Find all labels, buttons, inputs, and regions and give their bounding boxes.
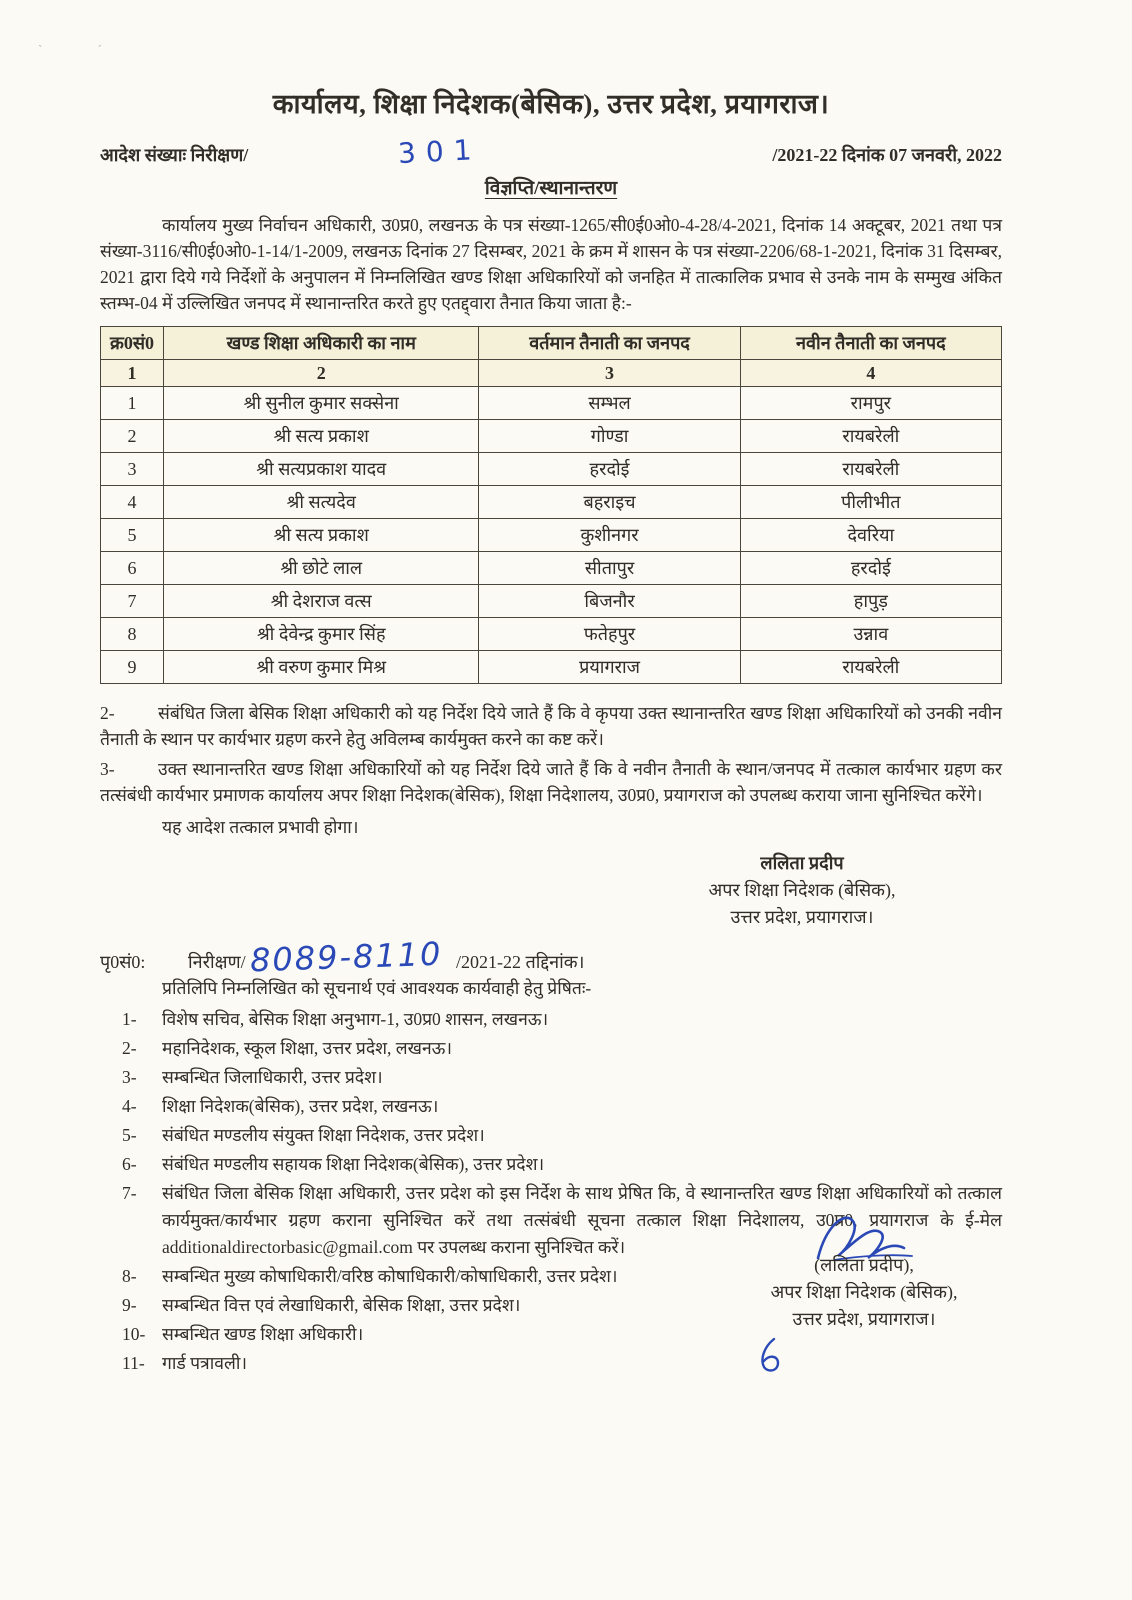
- cell-current-district: सीतापुर: [479, 552, 740, 585]
- cc-item-number: 6-: [122, 1154, 137, 1174]
- body-paragraph-2: [100, 700, 1002, 752]
- cc-item: [100, 1006, 1002, 1033]
- body-paragraph-1: कार्यालय मुख्य निर्वाचन अधिकारी, उ0प्र0, लखनऊ के पत्र संख्या-1265/सी0ई0ओ0-4-28/4-2021, दिनांक 14 अक्टूबर, 2021 तथा पत्र संख्या-3116/सी0ई0ओ0-1-14/1-2009, लखनऊ दिनांक 27 दिसम्बर, 2021 के क्रम में शासन के पत्र संख्या-2206/68-1-2021, दिनांक 31 दिसम्बर, 2021 द्वारा दिये गये निर्देशों के अनुपालन में निम्नलिखित खण्ड शिक्षा अधिकारियों को जनहित में तात्कालिक प्रभाव से उनके नाम के सम्मुख अंकित स्तम्भ-04 में उल्लिखित जनपद में स्थानान्तरित करते हुए एतद्द्वारा तैनात किया जाता है:-: [100, 215, 1002, 313]
- table-header-current-district: वर्तमान तैनाती का जनपद: [479, 327, 740, 360]
- signatory-location: उत्तर प्रदेश, प्रयागराज।: [792, 1309, 936, 1329]
- cell-serial: 7: [101, 585, 164, 618]
- cell-serial: 9: [101, 651, 164, 684]
- table-row: [101, 486, 1002, 519]
- signature-block-1: [662, 850, 942, 931]
- body-paragraph-3: [100, 756, 1002, 808]
- order-number-line: [100, 132, 1002, 171]
- column-number: 4: [740, 360, 1001, 387]
- endorsement-sublabel: निरीक्षण/: [188, 952, 246, 972]
- cc-item: [100, 1151, 1002, 1178]
- order-number-label: आदेश संख्याः निरीक्षण/: [100, 145, 249, 165]
- endorsement-suffix: /2021-22 तद्दिनांक।: [456, 952, 585, 972]
- handwritten-flourish-mark: [754, 1335, 788, 1375]
- cell-serial: 4: [101, 486, 164, 519]
- cell-current-district: प्रयागराज: [479, 651, 740, 684]
- signatory-designation: अपर शिक्षा निदेशक (बेसिक),: [770, 1282, 958, 1302]
- table-row: [101, 519, 1002, 552]
- cell-new-district: रायबरेली: [740, 420, 1001, 453]
- cc-item-number: 4-: [122, 1096, 137, 1116]
- cc-item: [100, 1093, 1002, 1120]
- cell-new-district: पीलीभीत: [740, 486, 1001, 519]
- cc-item-number: 7-: [122, 1183, 137, 1203]
- closing-line: यह आदेश तत्काल प्रभावी होगा।: [162, 817, 359, 837]
- cell-new-district: रामपुर: [740, 387, 1001, 420]
- cc-item-text: सम्बन्धित वित्त एवं लेखाधिकारी, बेसिक शिक्षा, उत्तर प्रदेश।: [162, 1295, 521, 1315]
- cc-item-number: 2-: [122, 1038, 137, 1058]
- cc-item-text: विशेष सचिव, बेसिक शिक्षा अनुभाग-1, उ0प्र0 शासन, लखनऊ।: [162, 1009, 549, 1029]
- cc-item-number: 9-: [122, 1295, 137, 1315]
- paragraph-number: 2-: [100, 703, 115, 723]
- cell-serial: 8: [101, 618, 164, 651]
- cc-item-text: संबंधित मण्डलीय सहायक शिक्षा निदेशक(बेसिक), उत्तर प्रदेश।: [162, 1154, 545, 1174]
- cc-item-text: सम्बन्धित मुख्य कोषाधिकारी/वरिष्ठ कोषाधिकारी/कोषाधिकारी, उत्तर प्रदेश।: [162, 1266, 618, 1286]
- copy-intro-line: प्रतिलिपि निम्नलिखित को सूचनार्थ एवं आवश्यक कार्यवाही हेतु प्रेषितः-: [162, 978, 592, 998]
- cell-current-district: कुशीनगर: [479, 519, 740, 552]
- cell-officer-name: श्री देशराज वत्स: [164, 585, 479, 618]
- scan-artifact-marks: ` ´: [38, 42, 128, 57]
- cell-new-district: देवरिया: [740, 519, 1001, 552]
- table-column-number-row: [101, 360, 1002, 387]
- cell-current-district: गोण्डा: [479, 420, 740, 453]
- cell-current-district: हरदोई: [479, 453, 740, 486]
- cell-current-district: सम्भल: [479, 387, 740, 420]
- transfer-table: [100, 326, 1002, 684]
- signatory-name: ललिता प्रदीप: [760, 853, 844, 873]
- page-title: कार्यालय, शिक्षा निदेशक(बेसिक), उत्तर प्रदेश, प्रयागराज।: [272, 89, 830, 119]
- table-row: [101, 651, 1002, 684]
- table-header-officer-name: खण्ड शिक्षा अधिकारी का नाम: [164, 327, 479, 360]
- subject-line: विज्ञप्ति/स्थानान्तरण: [484, 178, 618, 199]
- cell-serial: 1: [101, 387, 164, 420]
- email-text: additionaldirectorbasic@gmail.com: [162, 1237, 413, 1257]
- cc-item-number: 3-: [122, 1067, 137, 1087]
- cc-item-text-after: पर उपलब्ध कराना सुनिश्चित करें।: [412, 1237, 626, 1257]
- cell-serial: 3: [101, 453, 164, 486]
- cc-item-text: सम्बन्धित जिलाधिकारी, उत्तर प्रदेश।: [162, 1067, 383, 1087]
- handwritten-dispatch-numbers: 8089-8110: [249, 934, 443, 980]
- cc-item-text-before: संबंधित जिला बेसिक शिक्षा अधिकारी, उत्तर प्रदेश को इस निर्देश के साथ प्रेषित कि, वे स्थानान्तरित खण्ड शिक्षा अधिकारियों को तत्काल कार्यमुक्त/कार्यभार ग्रहण कराना सुनिश्चित करें तथा तत्संबंधी सूचना तत्काल शिक्षा निदेशालय, उ0प्र0, प्रयागराज के ई-मेल: [162, 1183, 1002, 1230]
- cc-item-text: सम्बन्धित खण्ड शिक्षा अधिकारी।: [162, 1324, 364, 1344]
- column-number: 2: [164, 360, 479, 387]
- cell-officer-name: श्री सत्यदेव: [164, 486, 479, 519]
- signatory-name: (ललिता प्रदीप),: [814, 1255, 914, 1275]
- endorsement-label: पृ0सं0:: [100, 952, 146, 972]
- cell-serial: 5: [101, 519, 164, 552]
- column-number: 3: [479, 360, 740, 387]
- cc-item: [100, 1122, 1002, 1149]
- cell-new-district: हरदोई: [740, 552, 1001, 585]
- cell-new-district: हापुड़: [740, 585, 1001, 618]
- cell-new-district: रायबरेली: [740, 453, 1001, 486]
- cc-item-text: शिक्षा निदेशक(बेसिक), उत्तर प्रदेश, लखनऊ।: [162, 1096, 439, 1116]
- table-header-serial: क्र0सं0: [101, 327, 164, 360]
- cc-item-number: 5-: [122, 1125, 137, 1145]
- table-row: [101, 552, 1002, 585]
- signature-block-2: [714, 1208, 1014, 1375]
- cell-officer-name: श्री देवेन्द्र कुमार सिंह: [164, 618, 479, 651]
- cc-item-text: महानिदेशक, स्कूल शिक्षा, उत्तर प्रदेश, लखनऊ।: [162, 1038, 453, 1058]
- paragraph-text: संबंधित जिला बेसिक शिक्षा अधिकारी को यह निर्देश दिये जाते हैं कि वे कृपया उक्त स्थानान्तरित खण्ड शिक्षा अधिकारियों को उनकी नवीन तैनाती के स्थान पर कार्यभार ग्रहण करने हेतु अविलम्ब कार्यमुक्त करने का कष्ट करें।: [100, 703, 1002, 749]
- paragraph-number: 3-: [100, 759, 115, 779]
- table-row: [101, 585, 1002, 618]
- table-row: [101, 420, 1002, 453]
- handwritten-order-number: 301: [397, 132, 483, 171]
- cell-officer-name: श्री वरुण कुमार मिश्र: [164, 651, 479, 684]
- cell-current-district: बिजनौर: [479, 585, 740, 618]
- table-header-row: [101, 327, 1002, 360]
- cell-serial: 6: [101, 552, 164, 585]
- cell-officer-name: श्री सत्य प्रकाश: [164, 420, 479, 453]
- column-number: 1: [101, 360, 164, 387]
- cell-officer-name: श्री सत्य प्रकाश: [164, 519, 479, 552]
- cc-item: [100, 1035, 1002, 1062]
- endorsement-line: [100, 934, 1002, 980]
- cc-item-number: 1-: [122, 1009, 137, 1029]
- cc-item-number: 8-: [122, 1266, 137, 1286]
- cell-serial: 2: [101, 420, 164, 453]
- cc-item: [100, 1064, 1002, 1091]
- cell-current-district: बहराइच: [479, 486, 740, 519]
- cell-officer-name: श्री सत्यप्रकाश यादव: [164, 453, 479, 486]
- cell-officer-name: श्री छोटे लाल: [164, 552, 479, 585]
- cc-item-number: 10-: [122, 1324, 146, 1344]
- paragraph-text: उक्त स्थानान्तरित खण्ड शिक्षा अधिकारियों को यह निर्देश दिये जाते हैं कि वे नवीन तैनाती के स्थान/जनपद में तत्काल कार्यभार ग्रहण कर तत्संबंधी कार्यभार प्रमाणक कार्यालय अपर शिक्षा निदेशक(बेसिक), शिक्षा निदेशालय, उ0प्र0, प्रयागराज को उपलब्ध कराया जाना सुनिश्चित करेंगे।: [100, 759, 1002, 805]
- cc-item-text: गार्ड पत्रावली।: [162, 1353, 248, 1373]
- cc-item-number: 11-: [122, 1353, 145, 1373]
- order-date-text: /2021-22 दिनांक 07 जनवरी, 2022: [772, 145, 1002, 165]
- signatory-designation: अपर शिक्षा निदेशक (बेसिक),: [708, 880, 896, 900]
- table-row: [101, 453, 1002, 486]
- table-header-new-district: नवीन तैनाती का जनपद: [740, 327, 1001, 360]
- cell-officer-name: श्री सुनील कुमार सक्सेना: [164, 387, 479, 420]
- table-row: [101, 387, 1002, 420]
- cc-item-text: संबंधित मण्डलीय संयुक्त शिक्षा निदेशक, उत्तर प्रदेश।: [162, 1125, 485, 1145]
- cell-new-district: रायबरेली: [740, 651, 1001, 684]
- cell-current-district: फतेहपुर: [479, 618, 740, 651]
- table-row: [101, 618, 1002, 651]
- cell-new-district: उन्नाव: [740, 618, 1001, 651]
- signatory-location: उत्तर प्रदेश, प्रयागराज।: [730, 907, 874, 927]
